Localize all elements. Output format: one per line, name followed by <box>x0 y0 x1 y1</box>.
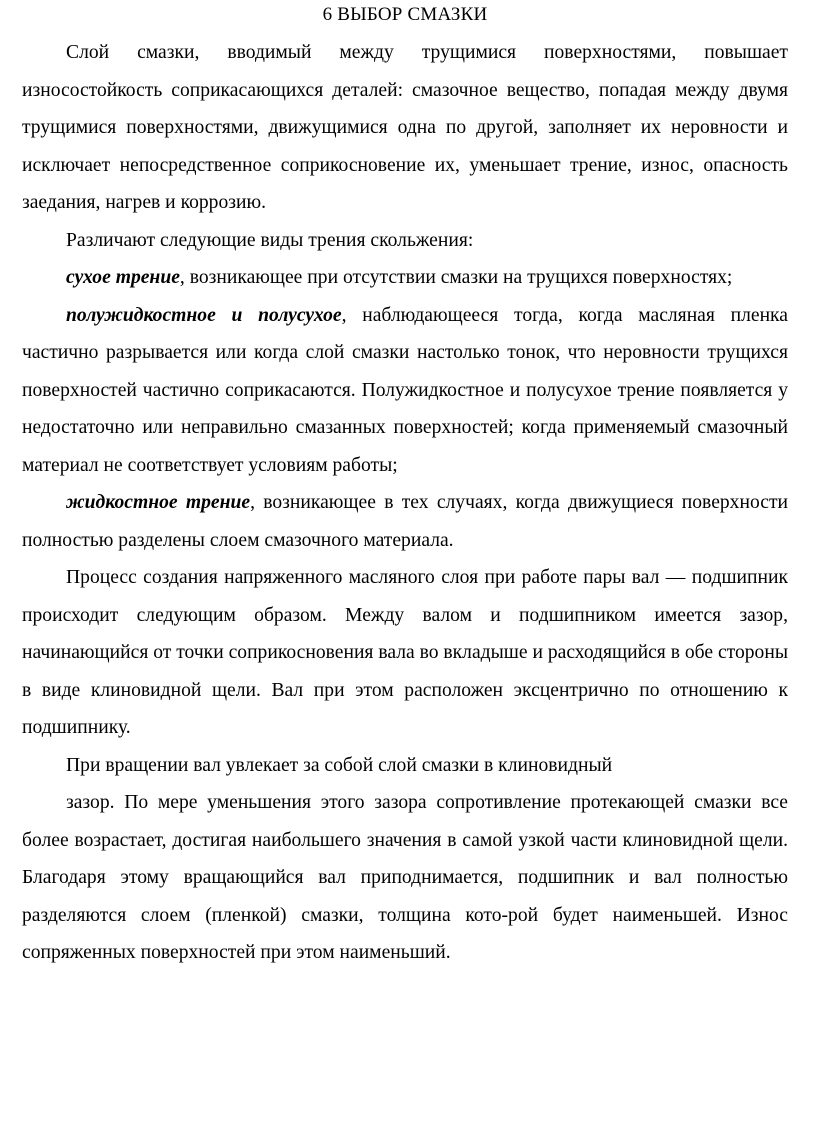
semi-liquid-friction-text: , наблюдающееся тогда, когда масляная пленка частично разрывается или когда слой смазки настолько тонок, что неровности трущихся поверхностей частично соприкасаются. Полужидкостное и полусухое трение появляется у недостаточно или неправильно смазанных поверхностей; когда применяемый смазочный материал не соответствует условиям работы; <box>22 304 788 476</box>
liquid-friction-text: , возникающее в тех случаях, когда движущиеся поверхности полностью разделены слоем смазочного материала. <box>22 492 788 551</box>
section-title: 6 ВЫБОР СМАЗКИ <box>322 4 488 25</box>
paragraph-lubrication-intro: Слой смазки, вводимый между трущимися поверхностями, повышает износостойкость соприкасающихся деталей: смазочное вещество, попадая между двумя трущимися поверхностями, движущимися одна по другой, заполняет их неровности и исключает непосредственное соприкосновение их, уменьшает трение, износ, опасность заедания, нагрев и коррозию. <box>22 42 788 213</box>
paragraph-rotation: При вращении вал увлекает за собой слой смазки в клиновидный <box>66 754 613 776</box>
term-semi-liquid-friction: полужидкостное и полусухое <box>66 304 342 326</box>
document-page <box>22 0 788 972</box>
dry-friction-text: , возникающее при отсутствии смазки на трущихся поверхностях; <box>179 267 733 288</box>
paragraph-semi-liquid-friction <box>22 297 788 485</box>
paragraph-oil-layer-process: Процесс создания напряженного масляного слоя при работе пары вал — подшипник происходит следующим образом. Между валом и подшипником имеется зазор, начинающийся от точки соприкосновения вала во вкладыше и расходящийся в обе стороны в виде клиновидной щели. Вал при этом расположен эксцентрично по отношению к подшипнику. <box>22 567 788 738</box>
paragraph-liquid-friction <box>22 484 788 559</box>
paragraph-friction-types: Различают следующие виды трения скольжения: <box>66 229 474 251</box>
term-liquid-friction: жидкостное трение <box>66 492 251 513</box>
paragraph-dry-friction <box>22 259 788 297</box>
term-dry-friction: сухое трение <box>66 267 180 288</box>
paragraph-gap-resistance: зазор. По мере уменьшения этого зазора сопротивление протекающей смазки все более возрастает, достигая наибольшего значения в самой узкой части клиновидной щели. Благодаря этому вращающийся вал приподнимается, подшипник и вал полностью разделяются слоем (пленкой) смазки, толщина кото-рой будет наименьшей. Износ сопряженных поверхностей при этом наименьший. <box>22 792 788 963</box>
